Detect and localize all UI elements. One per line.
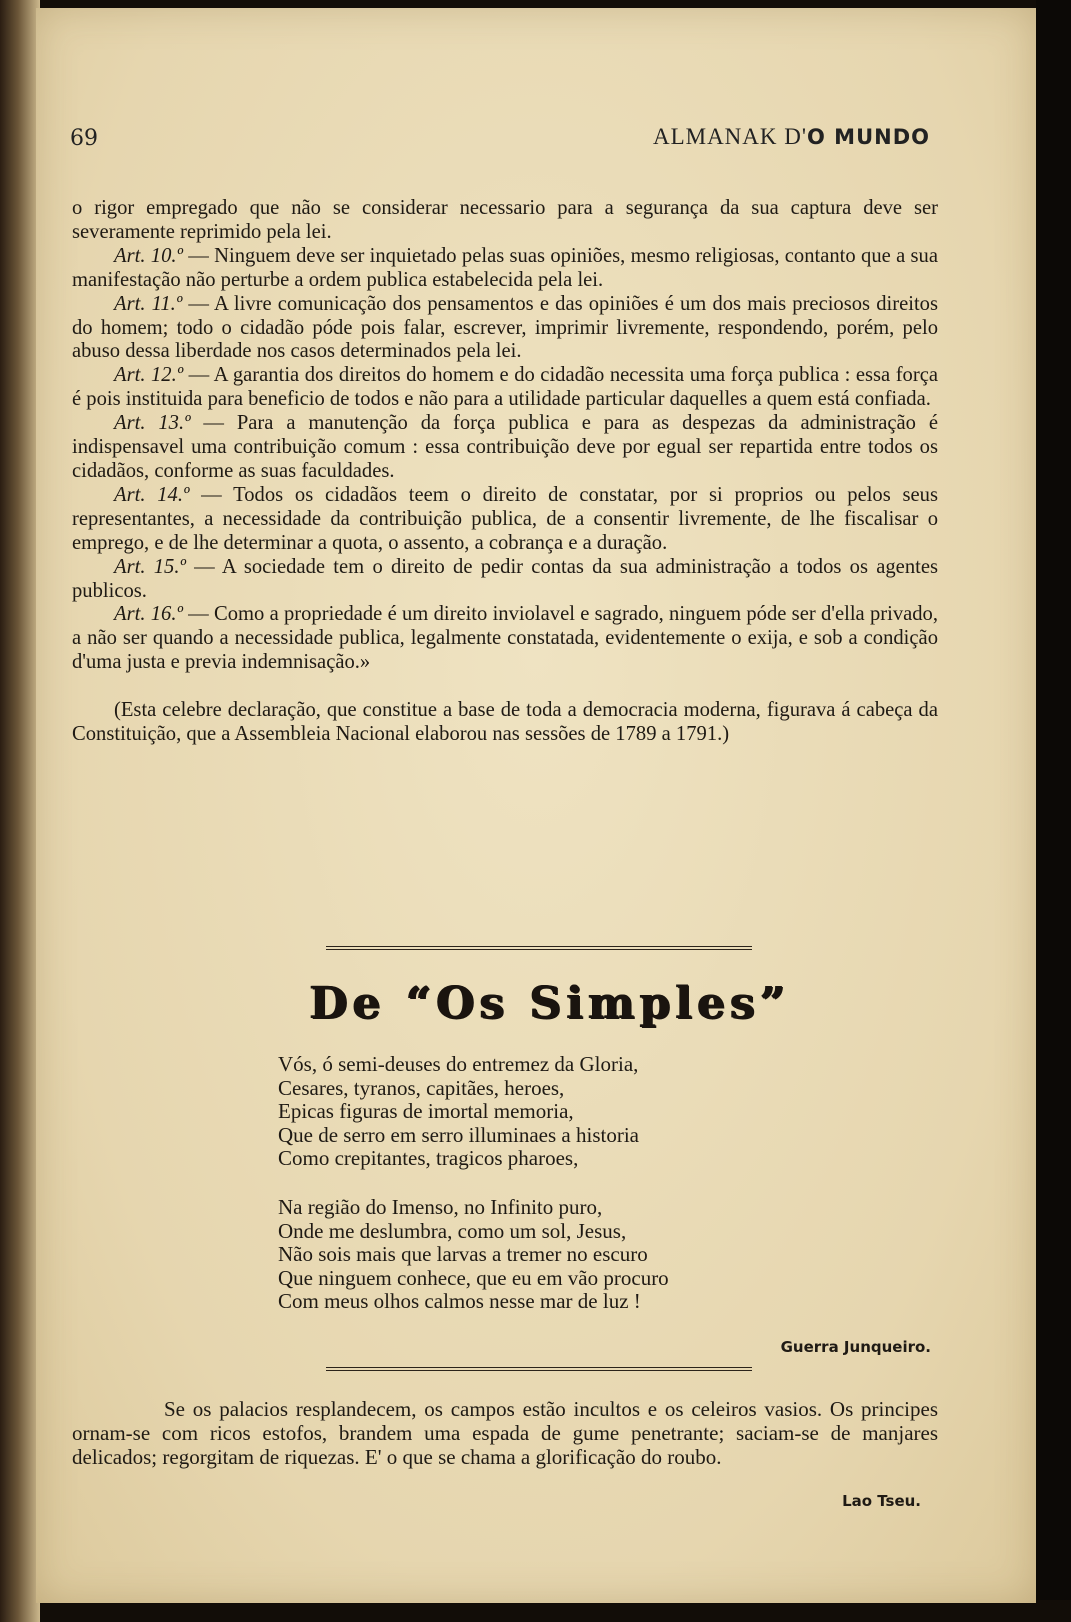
article-label: Art. 13.º xyxy=(114,412,191,435)
article-label: Art. 11.º xyxy=(114,292,183,315)
poem-line: Que de serro em serro illuminaes a historia xyxy=(278,1122,639,1147)
article-label: Art. 12.º xyxy=(114,364,184,387)
quote-text: Se os palacios resplandecem, os campos estão incultos e os celeiros vasios. Os principes ornam-se com ricos estofos, brandem uma espada de gume penetrante; saciam-se de manjares delicados; regorgitam de riquezas. E' o que se chama a glorificação do roubo. xyxy=(72,1397,938,1469)
poem-line: Na região do Imenso, no Infinito puro, xyxy=(278,1195,603,1219)
page-number: 69 xyxy=(70,126,98,151)
poem-line: Onde me deslumbra, como um sol, Jesus, xyxy=(278,1218,627,1243)
poem-title: De “Os Simples” xyxy=(309,978,791,1029)
article-11 xyxy=(72,293,938,365)
running-title-prefix: ALMANAK D' xyxy=(652,124,808,149)
article-label: Art. 15.º xyxy=(114,555,186,578)
article-text: — Para a manutenção da força publica e para as despezas da administração é indispensavel uma contribuição comum : essa contribuição deve por egual ser repartida entre todos os cidadãos, conforme as suas faculdades. xyxy=(72,412,938,482)
historical-note: (Esta celebre declaração, que constitue a base de toda a democracia moderna, figurava á cabeça da Constituição, que a Assembleia Nacional elaborou nas sessões de 1789 a 1791.) xyxy=(72,699,938,746)
article-text: — Ninguem deve ser inquietado pelas suas opiniões, mesmo religiosas, contanto que a sua manifestação não perturbe a ordem publica estabelecida pela lei. xyxy=(72,244,938,291)
poem-line: Vós, ó semi-deuses do entremez da Gloria, xyxy=(278,1052,639,1076)
article-label: Art. 16.º xyxy=(114,603,183,626)
quote-block xyxy=(72,1397,938,1469)
poem-line: Epicas figuras de imortal memoria, xyxy=(278,1099,574,1124)
article-text: — A garantia dos direitos do homem e do cidadão necessita uma força publica : essa força é pois instituida para beneficio de todos e não para a utilidade particular daquelles a quem está confiada. xyxy=(72,364,938,411)
quote-author: Lao Tseu. xyxy=(842,1492,921,1510)
article-10 xyxy=(72,245,938,293)
article-label: Art. 14.º xyxy=(114,483,190,506)
article-text: — A livre comunicação dos pensamentos e das opiniões é um dos mais preciosos direitos do homem; todo o cidadão póde pois falar, escrever, imprimir livremente, respondendo, porém, pelo abuso dessa liberdade nos casos determinados pela lei. xyxy=(72,292,938,363)
article-12 xyxy=(72,364,938,412)
paragraph-continuation: o rigor empregado que não se considerar necessario para a segurança da sua captura deve ser severamente reprimido pela lei. xyxy=(72,197,938,243)
scan-border-right xyxy=(1036,0,1071,1622)
book-spine xyxy=(0,0,40,1622)
section-rule-top xyxy=(326,946,752,950)
article-text: — Todos os cidadãos teem o direito de constatar, por si proprios ou pelos seus representantes, a necessidade da contribuição publica, de a consentir livremente, de lhe fiscalisar o emprego, e de lhe determinar a quota, o assento, a cobrança e a duração. xyxy=(72,483,938,554)
article-text: — Como a propriedade é um direito inviolavel e sagrado, ninguem póde ser d'ella privado, a não ser quando a necessidade publica, legalmente constatada, evidentemente o exija, e sob a condição d'uma justa e previa indemnisação.» xyxy=(72,603,938,674)
poem-author: Guerra Junqueiro. xyxy=(780,1338,931,1356)
poem-line: Com meus olhos calmos nesse mar de luz ! xyxy=(278,1289,641,1314)
article-16 xyxy=(72,603,938,675)
article-label: Art. 10.º xyxy=(114,244,183,267)
poem-line: Como crepitantes, tragicos pharoes, xyxy=(278,1146,579,1171)
running-title xyxy=(653,124,930,150)
running-title-brand: O MUNDO xyxy=(807,125,930,149)
article-15 xyxy=(72,556,938,604)
scan-border-bottom xyxy=(0,1600,1071,1622)
poem-line: Não sois mais que larvas a tremer no escuro xyxy=(278,1242,648,1267)
article-14 xyxy=(72,484,938,556)
poem-stanza-1 xyxy=(278,1053,639,1171)
poem-stanza-2 xyxy=(278,1196,669,1314)
article-text: — A sociedade tem o direito de pedir contas da sua administração a todos os agentes publicos. xyxy=(72,555,938,602)
declaration-articles xyxy=(72,197,938,747)
poem-line: Cesares, tyranos, capitães, heroes, xyxy=(278,1075,565,1100)
poem-line: Que ninguem conhece, que eu em vão procuro xyxy=(278,1265,669,1290)
page-header xyxy=(70,118,930,158)
article-13 xyxy=(72,412,938,484)
section-rule-bottom xyxy=(326,1367,752,1371)
